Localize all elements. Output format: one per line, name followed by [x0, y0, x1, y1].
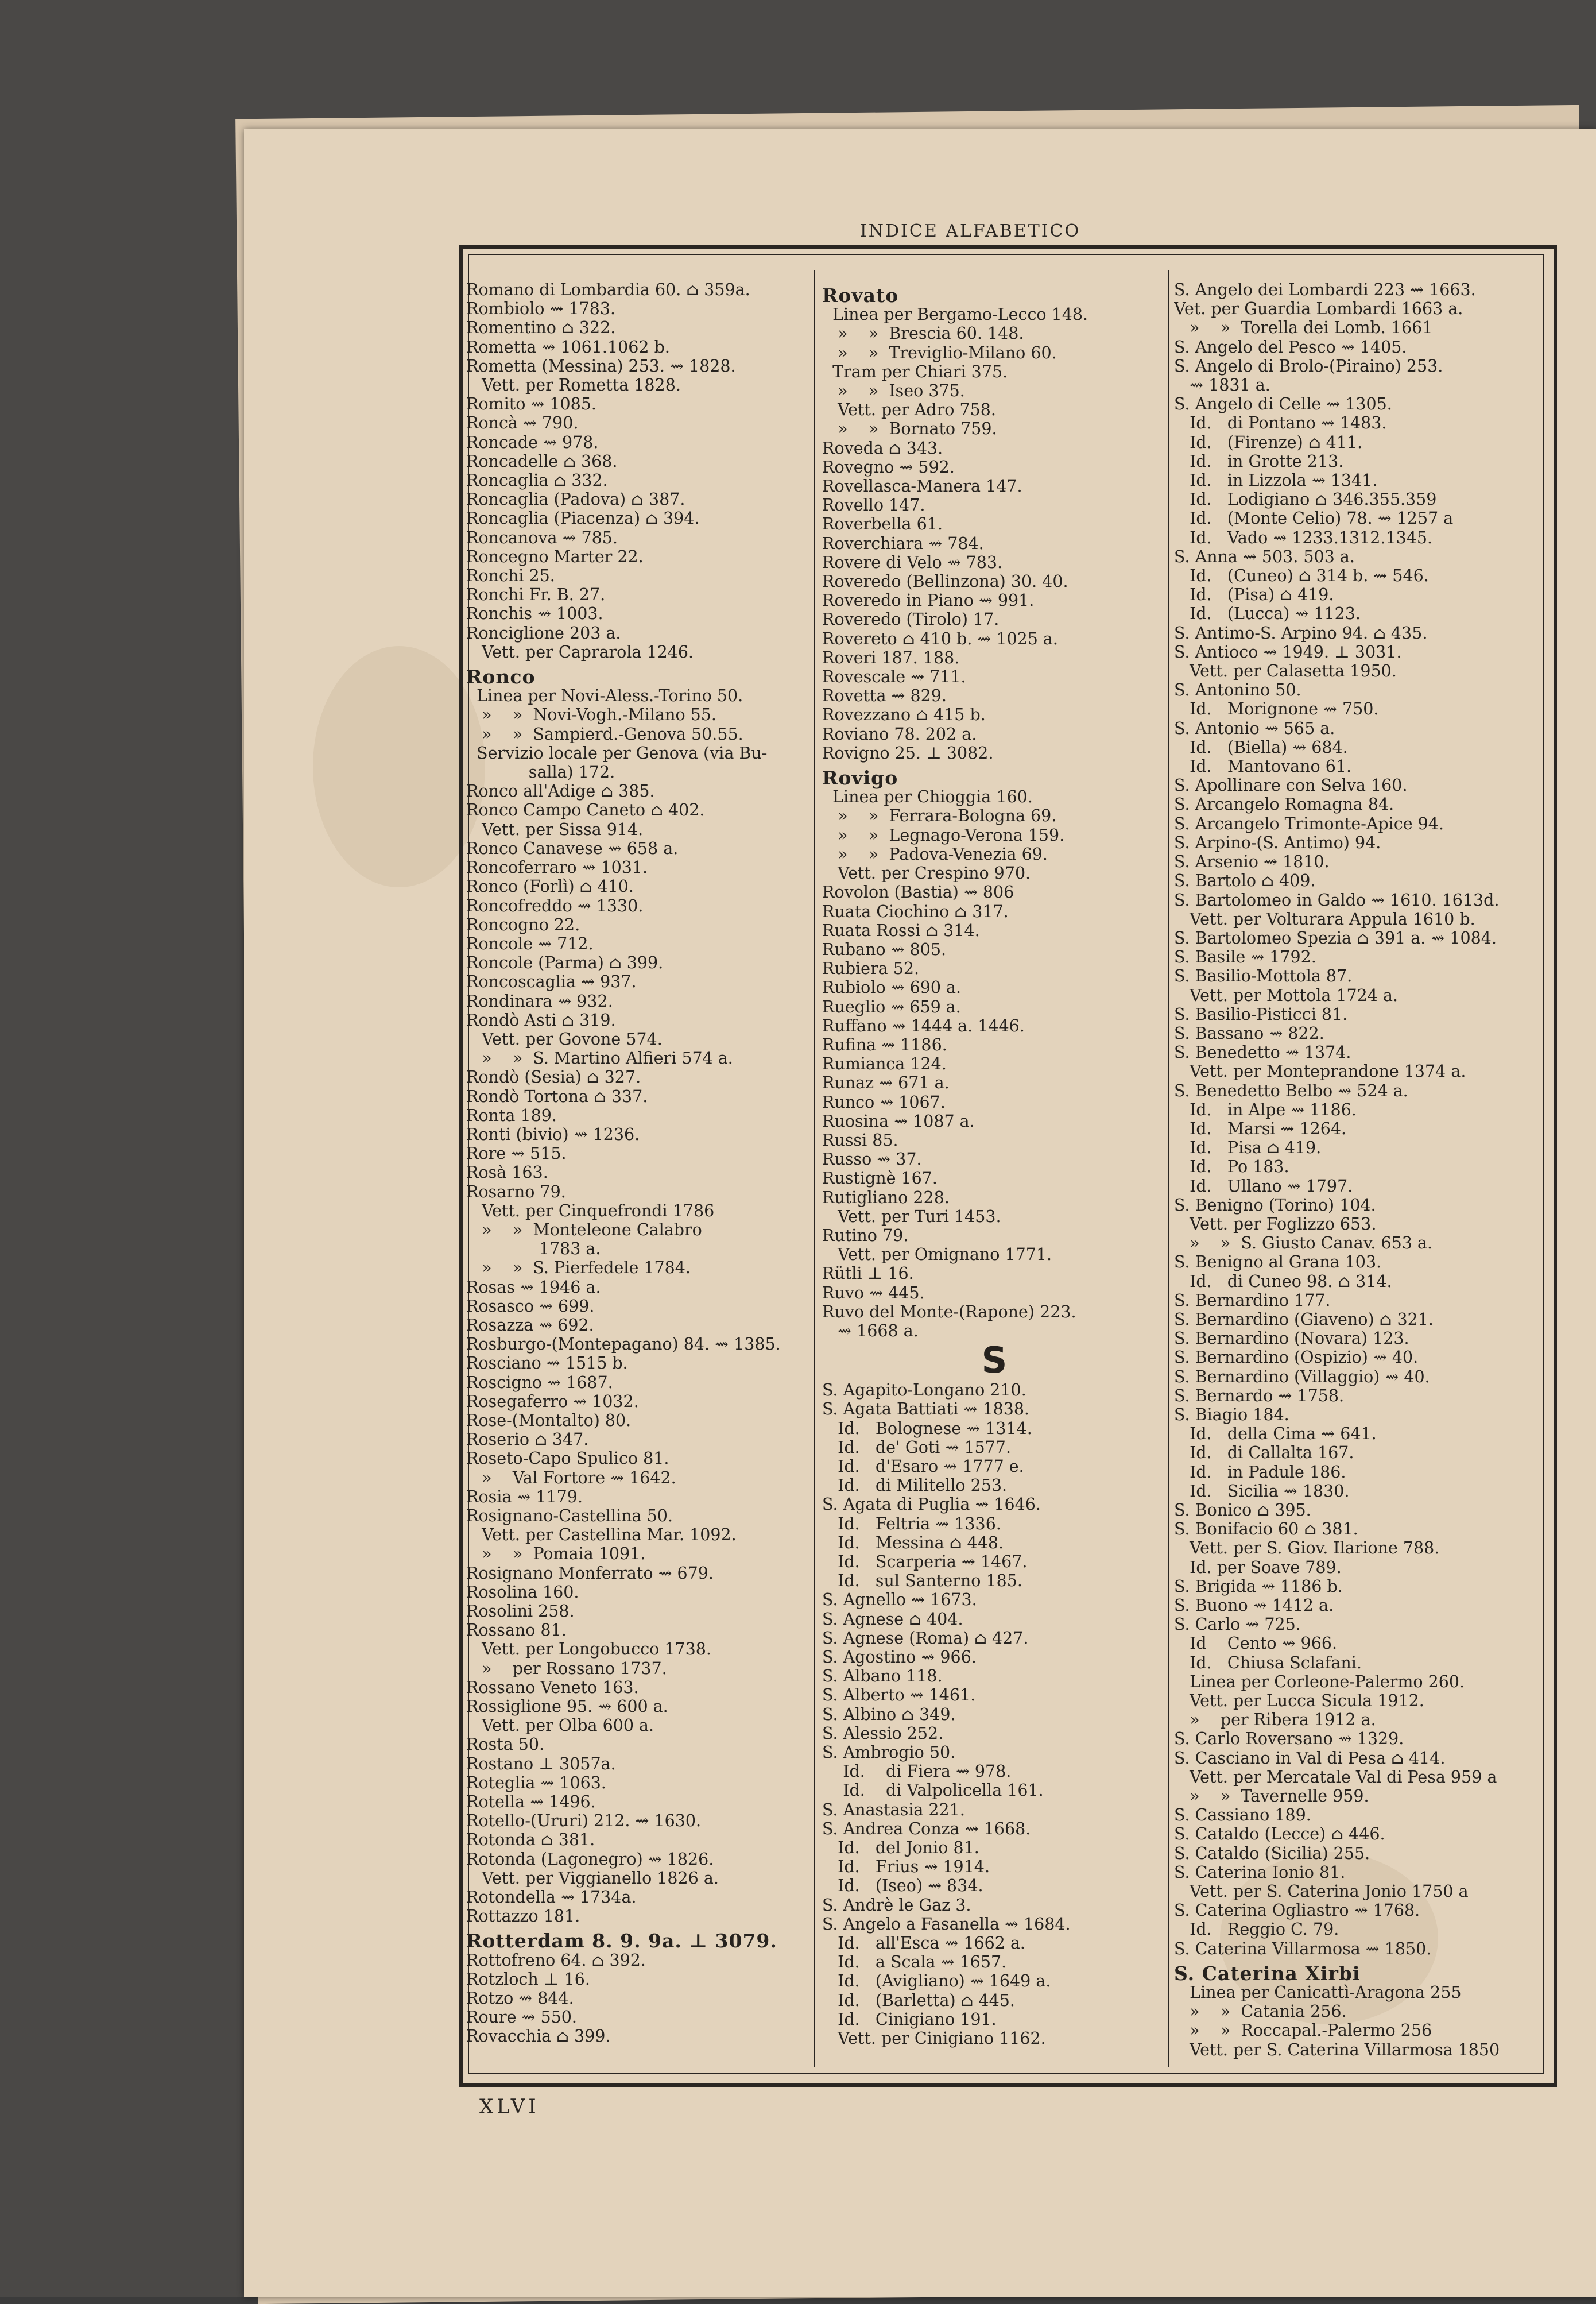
- index-entry: S. Cataldo (Lecce) ⌂ 446.: [1174, 1824, 1385, 1844]
- index-entry: Rosarno 79.: [466, 1182, 566, 1201]
- index-entry: S. Angelo di Brolo-(Piraino) 253.: [1174, 356, 1443, 376]
- index-entry: » » S. Giusto Canav. 653 a.: [1174, 1234, 1433, 1253]
- index-entry: Rottazzo 181.: [466, 1907, 580, 1926]
- page-header: INDICE ALFABETICO: [859, 221, 1081, 241]
- index-entry: Id. Pisa ⌂ 419.: [1174, 1138, 1322, 1158]
- index-entry: Ronco (Forlì) ⌂ 410.: [466, 877, 634, 896]
- index-entry: Russi 85.: [822, 1130, 898, 1150]
- index-entry: Rondinara ⇝ 932.: [466, 991, 613, 1011]
- index-entry: Rose-(Montalto) 80.: [466, 1410, 632, 1430]
- index-entry: S. Biagio 184.: [1174, 1405, 1289, 1424]
- index-entry: Roncofreddo ⇝ 1330.: [466, 896, 644, 915]
- index-entry: Tram per Chiari 375.: [822, 362, 1008, 381]
- index-entry: Vett. per Foglizzo 653.: [1174, 1214, 1377, 1234]
- index-entry: » » Torella dei Lomb. 1661: [1174, 318, 1433, 338]
- index-entry: S. Anastasia 221.: [822, 1800, 965, 1819]
- index-entry: Id. (Firenze) ⌂ 411.: [1174, 432, 1363, 452]
- index-entry: Id. in Alpe ⇝ 1186.: [1174, 1100, 1357, 1119]
- index-entry: Rutino 79.: [822, 1226, 909, 1245]
- index-entry: S. Bernardino (Villaggio) ⇝ 40.: [1174, 1367, 1430, 1386]
- index-entry: 1783 a.: [466, 1239, 601, 1259]
- index-entry: S. Bartolomeo Spezia ⌂ 391 a. ⇝ 1084.: [1174, 928, 1497, 948]
- index-entry: Rovellasca-Manera 147.: [822, 477, 1022, 496]
- index-entry: Roncaglia ⌂ 332.: [466, 471, 608, 490]
- index-entry: Rosolini 258.: [466, 1602, 575, 1621]
- index-entry: S. Bernardino 177.: [1174, 1290, 1331, 1310]
- index-entry: Rosburgo-(Montepagano) 84. ⇝ 1385.: [466, 1335, 781, 1354]
- index-entry: Rovacchia ⌂ 399.: [466, 2027, 611, 2046]
- index-entry: Id. di Fiera ⇝ 978.: [822, 1762, 1012, 1781]
- index-entry: Rotonda ⌂ 381.: [466, 1830, 595, 1850]
- index-entry: Roncaglia (Piacenza) ⌂ 394.: [466, 509, 700, 528]
- index-entry: » » Pomaia 1091.: [466, 1544, 646, 1564]
- index-entry: Rosazza ⇝ 692.: [466, 1315, 594, 1335]
- index-entry: Rütli ⊥ 16.: [822, 1264, 914, 1284]
- index-entry: Runco ⇝ 1067.: [822, 1092, 946, 1112]
- index-entry: Ruvo del Monte-(Rapone) 223.: [822, 1302, 1076, 1321]
- index-entry: » » Tavernelle 959.: [1174, 1787, 1369, 1806]
- index-entry: Rotonda (Lagonegro) ⇝ 1826.: [466, 1849, 714, 1869]
- index-entry: S. Bonico ⌂ 395.: [1174, 1501, 1311, 1520]
- index-entry: salla) 172.: [466, 763, 615, 782]
- index-entry: » » Padova-Venezia 69.: [822, 844, 1048, 864]
- index-entry: Vett. per Viggianello 1826 a.: [466, 1868, 719, 1888]
- index-entry: Ruata Rossi ⌂ 314.: [822, 921, 980, 940]
- index-entry: Roverbella 61.: [822, 515, 943, 534]
- index-entry: S. Albino ⌂ 349.: [822, 1704, 956, 1724]
- index-entry: Roserio ⌂ 347.: [466, 1430, 589, 1449]
- index-entry: Rovezzano ⌂ 415 b.: [822, 705, 986, 725]
- index-entry: Rotella ⇝ 1496.: [466, 1792, 596, 1812]
- index-entry: S. Arpino-(S. Antimo) 94.: [1174, 833, 1381, 852]
- index-entry: Vett. per Castellina Mar. 1092.: [466, 1525, 737, 1545]
- index-entry: Rosignano Monferrato ⇝ 679.: [466, 1563, 714, 1583]
- index-entry: » » Brescia 60. 148.: [822, 324, 1024, 343]
- index-entry: Roncole (Parma) ⌂ 399.: [466, 953, 664, 973]
- index-entry: Ronta 189.: [466, 1105, 557, 1125]
- index-entry: S. Benedetto ⇝ 1374.: [1174, 1043, 1351, 1062]
- index-entry: Rore ⇝ 515.: [466, 1144, 567, 1163]
- index-entry: Rubiolo ⇝ 690 a.: [822, 978, 962, 998]
- index-entry: Rutigliano 228.: [822, 1188, 950, 1207]
- section-letter: S: [981, 1339, 1008, 1382]
- index-entry: Ruffano ⇝ 1444 a. 1446.: [822, 1016, 1025, 1035]
- index-entry: Rondò Asti ⌂ 319.: [466, 1010, 616, 1030]
- index-entry: Rombiolo ⇝ 1783.: [466, 299, 616, 319]
- index-entry: Id. Ullano ⇝ 1797.: [1174, 1176, 1353, 1196]
- index-entry: Id. Lodigiano ⌂ 346.355.359: [1174, 490, 1437, 509]
- index-entry: S. Brigida ⇝ 1186 b.: [1174, 1576, 1343, 1596]
- index-entry: S. Cassiano 189.: [1174, 1806, 1311, 1825]
- index-entry: S. Basilio-Mottola 87.: [1174, 967, 1353, 986]
- index-entry: » » Treviglio-Milano 60.: [822, 343, 1057, 362]
- index-entry: Rubano ⇝ 805.: [822, 940, 947, 959]
- index-entry: S. Bartolo ⌂ 409.: [1174, 871, 1316, 891]
- index-entry: S. Bernardo ⇝ 1758.: [1174, 1386, 1345, 1405]
- index-entry: » » Novi-Vogh.-Milano 55.: [466, 705, 716, 725]
- index-entry: Id. (Iseo) ⇝ 834.: [822, 1876, 983, 1896]
- index-entry: S. Alberto ⇝ 1461.: [822, 1686, 976, 1705]
- index-column-3: [1174, 280, 1539, 2061]
- index-entry: Linea per Corleone-Palermo 260.: [1174, 1672, 1465, 1691]
- index-entry: Roncogno 22.: [466, 915, 580, 934]
- index-entry: » » S. Pierfedele 1784.: [466, 1258, 691, 1278]
- index-entry: Ruosina ⇝ 1087 a.: [822, 1111, 975, 1131]
- index-entry: S. Agata Battiati ⇝ 1838.: [822, 1400, 1030, 1419]
- index-entry: S. Antimo-S. Arpino 94. ⌂ 435.: [1174, 623, 1428, 643]
- index-entry: Id. (Avigliano) ⇝ 1649 a.: [822, 1971, 1051, 1991]
- index-entry: Id. di Cuneo 98. ⌂ 314.: [1174, 1271, 1392, 1291]
- index-entry: » » Monteleone Calabro: [466, 1220, 702, 1239]
- index-entry: Id. di Valpolicella 161.: [822, 1781, 1044, 1800]
- index-entry: Rovereto ⌂ 410 b. ⇝ 1025 a.: [822, 629, 1058, 648]
- index-entry: Rufina ⇝ 1186.: [822, 1035, 947, 1054]
- index-entry: Id. Morignone ⇝ 750.: [1174, 699, 1379, 719]
- index-entry: S. Benigno (Torino) 104.: [1174, 1195, 1376, 1215]
- index-entry: Roveri 187. 188.: [822, 648, 960, 667]
- index-entry: Rovigno 25. ⊥ 3082.: [822, 743, 994, 763]
- index-entry: Ronco Canavese ⇝ 658 a.: [466, 838, 679, 858]
- index-entry: Id. (Biella) ⇝ 684.: [1174, 737, 1348, 757]
- index-entry: Vett. per Mercatale Val di Pesa 959 a: [1174, 1767, 1497, 1787]
- index-entry: Rumianca 124.: [822, 1054, 947, 1074]
- index-entry: Id. Scarperia ⇝ 1467.: [822, 1552, 1028, 1571]
- index-entry: Id. Frius ⇝ 1914.: [822, 1857, 990, 1877]
- index-entry: Rosà 163.: [466, 1163, 548, 1182]
- index-entry: S. Anna ⇝ 503. 503 a.: [1174, 547, 1355, 566]
- index-entry: S. Caterina Ionio 81.: [1174, 1862, 1346, 1882]
- index-entry: » per Rossano 1737.: [466, 1659, 667, 1678]
- index-entry: Id. in Lizzola ⇝ 1341.: [1174, 471, 1378, 490]
- index-entry: » per Ribera 1912 a.: [1174, 1710, 1376, 1730]
- index-entry: Rosia ⇝ 1179.: [466, 1487, 583, 1506]
- index-entry: Vett. per Govone 574.: [466, 1029, 663, 1049]
- index-entry: Roveredo (Tirolo) 17.: [822, 610, 1000, 629]
- index-entry: Roscigno ⇝ 1687.: [466, 1373, 613, 1392]
- index-entry: Roncadelle ⌂ 368.: [466, 451, 618, 471]
- index-entry: S. Agostino ⇝ 966.: [822, 1648, 977, 1667]
- index-entry: S. Casciano in Val di Pesa ⌂ 414.: [1174, 1748, 1446, 1768]
- index-entry: » Val Fortore ⇝ 1642.: [466, 1468, 676, 1487]
- index-entry: Vett. per Crespino 970.: [822, 864, 1031, 883]
- index-entry: Vett. per Calasetta 1950.: [1174, 662, 1397, 681]
- index-entry: Linea per Bergamo-Lecco 148.: [822, 305, 1088, 324]
- index-entry: S. Alessio 252.: [822, 1723, 944, 1743]
- index-entry: Id. Vado ⇝ 1233.1312.1345.: [1174, 528, 1433, 547]
- index-entry: Id. de' Goti ⇝ 1577.: [822, 1437, 1012, 1457]
- index-entry: S. Agapito-Longano 210.: [822, 1381, 1026, 1400]
- index-entry: Rotondella ⇝ 1734a.: [466, 1888, 637, 1907]
- index-entry: Id. Po 183.: [1174, 1157, 1289, 1177]
- index-entry: S. Carlo ⇝ 725.: [1174, 1615, 1301, 1634]
- index-entry: S. Benigno al Grana 103.: [1174, 1252, 1382, 1272]
- index-entry: S. Angelo dei Lombardi 223 ⇝ 1663.: [1174, 280, 1476, 299]
- index-entry: Vett. per Turi 1453.: [822, 1207, 1001, 1226]
- index-entry: Roverchiara ⇝ 784.: [822, 534, 984, 553]
- index-entry: Rosignano-Castellina 50.: [466, 1506, 673, 1525]
- index-entry: Rondò (Sesia) ⌂ 327.: [466, 1068, 641, 1087]
- index-entry: Vet. per Guardia Lombardi 1663 a.: [1174, 299, 1463, 319]
- index-entry: Roure ⇝ 550.: [466, 2008, 577, 2027]
- index-entry: S. Caterina Ogliastro ⇝ 1768.: [1174, 1901, 1420, 1920]
- index-entry: Roncole ⇝ 712.: [466, 934, 594, 953]
- index-entry: S. Agnese ⌂ 404.: [822, 1609, 963, 1629]
- index-entry: S. Benedetto Belbo ⇝ 524 a.: [1174, 1081, 1408, 1100]
- index-entry: Id. in Padule 186.: [1174, 1462, 1346, 1482]
- index-entry: » » Ferrara-Bologna 69.: [822, 806, 1057, 826]
- index-entry: Rotzo ⇝ 844.: [466, 1989, 574, 2008]
- index-entry: Vett. per Volturara Appula 1610 b.: [1174, 909, 1475, 929]
- index-entry: Id. (Pisa) ⌂ 419.: [1174, 585, 1334, 605]
- index-entry: Rossiglione 95. ⇝ 600 a.: [466, 1697, 668, 1717]
- index-entry: S. Angelo del Pesco ⇝ 1405.: [1174, 337, 1407, 357]
- index-entry: S. Bernardino (Giaveno) ⌂ 321.: [1174, 1309, 1434, 1329]
- index-entry: Vett. per Cinigiano 1162.: [822, 2029, 1046, 2048]
- index-entry: Id. in Grotte 213.: [1174, 451, 1344, 471]
- index-entry: S. Bernardino (Novara) 123.: [1174, 1329, 1409, 1348]
- index-heading: Rovigo: [822, 767, 898, 790]
- index-entry: Roncoscaglia ⇝ 937.: [466, 972, 637, 992]
- index-entry: S. Apollinare con Selva 160.: [1174, 776, 1408, 795]
- index-entry: S. Bernardino (Ospizio) ⇝ 40.: [1174, 1348, 1419, 1367]
- index-entry: Rosas ⇝ 1946 a.: [466, 1277, 601, 1297]
- index-entry: Id. Chiusa Sclafani.: [1174, 1653, 1362, 1672]
- index-entry: Runaz ⇝ 671 a.: [822, 1073, 950, 1093]
- index-entry: Ronchis ⇝ 1003.: [466, 604, 603, 624]
- index-entry: Id. (Cuneo) ⌂ 314 b. ⇝ 546.: [1174, 566, 1429, 586]
- index-entry: Id. a Scala ⇝ 1657.: [822, 1953, 1007, 1972]
- index-entry: Rottofreno 64. ⌂ 392.: [466, 1950, 646, 1970]
- index-entry: Vett. per Mottola 1724 a.: [1174, 985, 1399, 1005]
- index-entry: Rueglio ⇝ 659 a.: [822, 997, 961, 1016]
- index-entry: Rovegno ⇝ 592.: [822, 457, 955, 477]
- index-entry: Rometta ⇝ 1061.1062 b.: [466, 337, 670, 357]
- index-entry: » » Catania 256.: [1174, 2002, 1347, 2021]
- index-entry: » » Iseo 375.: [822, 381, 965, 401]
- index-entry: S. Basilio-Pisticci 81.: [1174, 1004, 1348, 1024]
- index-entry: S. Arcangelo Romagna 84.: [1174, 795, 1394, 814]
- index-entry: Rotzloch ⊥ 16.: [466, 1969, 590, 1989]
- index-entry: » » S. Martino Alfieri 574 a.: [466, 1049, 733, 1068]
- index-entry: S. Antonino 50.: [1174, 681, 1301, 700]
- index-entry: Roveredo (Bellinzona) 30. 40.: [822, 572, 1068, 592]
- index-entry: S. Andrea Conza ⇝ 1668.: [822, 1819, 1031, 1838]
- index-entry: Id. per Soave 789.: [1174, 1557, 1342, 1577]
- index-entry: Id. del Jonio 81.: [822, 1838, 979, 1858]
- index-entry: S. Caterina Villarmosa ⇝ 1850.: [1174, 1939, 1432, 1958]
- index-entry: Id. Reggio C. 79.: [1174, 1920, 1339, 1939]
- index-entry: Vett. per Monteprandone 1374 a.: [1174, 1062, 1466, 1081]
- index-entry: Romano di Lombardia 60. ⌂ 359a.: [466, 280, 750, 299]
- index-entry: Id. Sicilia ⇝ 1830.: [1174, 1481, 1350, 1501]
- index-entry: Rovescale ⇝ 711.: [822, 667, 966, 687]
- index-entry: Romito ⇝ 1085.: [466, 395, 596, 414]
- index-entry: S. Basile ⇝ 1792.: [1174, 948, 1316, 967]
- index-entry: Ronchi Fr. B. 27.: [466, 585, 606, 605]
- index-entry: Roveredo in Piano ⇝ 991.: [822, 591, 1035, 610]
- index-entry: Id. sul Santerno 185.: [822, 1571, 1022, 1591]
- index-entry: Id. di Pontano ⇝ 1483.: [1174, 413, 1387, 433]
- index-entry: Vett. per Cinquefrondi 1786: [466, 1201, 715, 1220]
- index-entry: Rossano Veneto 163.: [466, 1677, 639, 1697]
- index-entry: Rovetta ⇝ 829.: [822, 686, 947, 706]
- index-entry: Vett. per Longobucco 1738.: [466, 1640, 711, 1659]
- index-entry: Vett. per S. Caterina Jonio 1750 a: [1174, 1882, 1469, 1901]
- index-entry: Rustignè 167.: [822, 1169, 938, 1188]
- index-entry: Rosciano ⇝ 1515 b.: [466, 1354, 628, 1373]
- index-entry: Rubiera 52.: [822, 959, 920, 979]
- index-entry: Vett. per Sissa 914.: [466, 819, 644, 839]
- index-entry: Vett. per Caprarola 1246.: [466, 642, 694, 662]
- index-entry: Vett. per Olba 600 a.: [466, 1716, 654, 1735]
- index-entry: Rosta 50.: [466, 1735, 545, 1754]
- index-entry: Vett. per Adro 758.: [822, 400, 996, 420]
- index-entry: S. Albano 118.: [822, 1667, 943, 1686]
- page-number: XLVI: [479, 2095, 540, 2118]
- index-entry: Rovere di Velo ⇝ 783.: [822, 552, 1003, 572]
- index-entry: Linea per Novi-Aless.-Torino 50.: [466, 686, 743, 706]
- index-entry: S. Buono ⇝ 1412 a.: [1174, 1596, 1334, 1615]
- index-entry: Id. di Militello 253.: [822, 1476, 1008, 1495]
- index-heading: Rotterdam 8. 9. 9a. ⊥ 3079.: [466, 1930, 777, 1953]
- index-entry: Ronti (bivio) ⇝ 1236.: [466, 1124, 640, 1144]
- index-entry: Id. all'Esca ⇝ 1662 a.: [822, 1934, 1025, 1953]
- index-entry: Rovello 147.: [822, 496, 925, 515]
- index-entry: Id. Feltria ⇝ 1336.: [822, 1514, 1001, 1533]
- index-entry: S. Carlo Roversano ⇝ 1329.: [1174, 1729, 1404, 1749]
- index-entry: ⇝ 1831 a.: [1174, 376, 1270, 395]
- index-entry: Vett. per Lucca Sicula 1912.: [1174, 1691, 1424, 1711]
- index-entry: S. Angelo di Celle ⇝ 1305.: [1174, 395, 1392, 414]
- index-entry: Roveda ⌂ 343.: [822, 438, 943, 458]
- index-entry: S. Agnese (Roma) ⌂ 427.: [822, 1628, 1029, 1648]
- index-entry: Linea per Chioggia 160.: [822, 787, 1033, 807]
- index-entry: S. Bassano ⇝ 822.: [1174, 1023, 1324, 1043]
- index-entry: S. Arcangelo Trimonte-Apice 94.: [1174, 814, 1444, 833]
- index-column-1: [466, 280, 805, 2061]
- index-entry: Id Cento ⇝ 966.: [1174, 1634, 1338, 1653]
- index-entry: Vett. per Omignano 1771.: [822, 1245, 1052, 1265]
- index-entry: Rotello-(Ururi) 212. ⇝ 1630.: [466, 1811, 702, 1831]
- index-entry: Servizio locale per Genova (via Bu-: [466, 743, 768, 763]
- index-entry: S. Agata di Puglia ⇝ 1646.: [822, 1495, 1041, 1514]
- index-entry: Roseto-Capo Spulico 81.: [466, 1449, 669, 1468]
- index-entry: Rondò Tortona ⌂ 337.: [466, 1087, 648, 1106]
- index-entry: S. Antonio ⇝ 565 a.: [1174, 718, 1335, 738]
- index-entry: Id. (Monte Celio) 78. ⇝ 1257 a: [1174, 509, 1454, 528]
- index-entry: Rossano 81.: [466, 1621, 567, 1640]
- index-entry: » » Roccapal.-Palermo 256: [1174, 2021, 1432, 2040]
- index-entry: Id. (Lucca) ⇝ 1123.: [1174, 604, 1361, 624]
- index-heading: Ronco: [466, 666, 536, 689]
- index-entry: Ruata Ciochino ⌂ 317.: [822, 902, 1009, 921]
- index-heading: S. Caterina Xirbi: [1174, 1962, 1361, 1985]
- column-separator: [814, 270, 815, 2067]
- index-entry: Ronco all'Adige ⌂ 385.: [466, 782, 655, 801]
- index-entry: Id. della Cima ⇝ 641.: [1174, 1424, 1377, 1444]
- column-separator: [1168, 270, 1169, 2067]
- index-entry: Rosolina 160.: [466, 1582, 579, 1602]
- index-entry: S. Cataldo (Sicilia) 255.: [1174, 1843, 1370, 1863]
- index-entry: » » Legnago-Verona 159.: [822, 825, 1065, 845]
- index-entry: S. Ambrogio 50.: [822, 1743, 956, 1762]
- index-entry: Rovolon (Bastia) ⇝ 806: [822, 883, 1014, 902]
- index-entry: Ronciglione 203 a.: [466, 623, 621, 643]
- index-entry: S. Andrè le Gaz 3.: [822, 1895, 971, 1915]
- index-entry: » » Sampierd.-Genova 50.55.: [466, 724, 743, 744]
- index-entry: Roncà ⇝ 790.: [466, 413, 579, 433]
- index-entry: Russo ⇝ 37.: [822, 1150, 922, 1169]
- index-entry: Vett. per Rometta 1828.: [466, 376, 681, 395]
- index-entry: Rosegaferro ⇝ 1032.: [466, 1391, 639, 1411]
- index-heading: Rovato: [822, 284, 899, 307]
- index-entry: Id. di Callalta 167.: [1174, 1443, 1354, 1463]
- index-entry: Roncoferraro ⇝ 1031.: [466, 858, 648, 877]
- index-entry: Roteglia ⇝ 1063.: [466, 1773, 606, 1792]
- index-entry: S. Bonifacio 60 ⌂ 381.: [1174, 1520, 1358, 1539]
- index-entry: Romentino ⌂ 322.: [466, 318, 616, 338]
- index-entry: Id. Cinigiano 191.: [822, 2009, 997, 2029]
- index-entry: Rostano ⊥ 3057a.: [466, 1754, 616, 1773]
- index-entry: S. Bartolomeo in Galdo ⇝ 1610. 1613d.: [1174, 890, 1500, 910]
- index-column-2: [822, 280, 1167, 2061]
- index-entry: S. Agnello ⇝ 1673.: [822, 1590, 977, 1610]
- index-entry: Id. Bolognese ⇝ 1314.: [822, 1418, 1032, 1438]
- index-entry: S. Antioco ⇝ 1949. ⊥ 3031.: [1174, 642, 1402, 662]
- index-entry: Id. Mantovano 61.: [1174, 757, 1352, 776]
- index-entry: Roncegno Marter 22.: [466, 547, 644, 566]
- index-entry: S. Arsenio ⇝ 1810.: [1174, 852, 1330, 872]
- index-entry: Roviano 78. 202 a.: [822, 724, 977, 744]
- index-entry: Ronco Campo Caneto ⌂ 402.: [466, 801, 705, 820]
- index-entry: Roncade ⇝ 978.: [466, 432, 599, 452]
- index-entry: Id. Marsi ⇝ 1264.: [1174, 1119, 1347, 1138]
- index-entry: Id. Messina ⌂ 448.: [822, 1533, 1004, 1552]
- index-entry: » » Bornato 759.: [822, 419, 997, 439]
- index-entry: Linea per Canicattì-Aragona 255: [1174, 1983, 1462, 2003]
- index-entry: ⇝ 1668 a.: [822, 1321, 919, 1340]
- index-entry: Rosasco ⇝ 699.: [466, 1296, 595, 1316]
- index-entry: Roncaglia (Padova) ⌂ 387.: [466, 490, 685, 509]
- index-entry: Vett. per S. Caterina Villarmosa 1850: [1174, 2040, 1500, 2059]
- index-entry: Rometta (Messina) 253. ⇝ 1828.: [466, 356, 736, 376]
- index-entry: Roncanova ⇝ 785.: [466, 528, 618, 547]
- index-entry: Ronchi 25.: [466, 566, 555, 586]
- index-entry: Id. (Barletta) ⌂ 445.: [822, 1990, 1015, 2010]
- index-entry: Id. d'Esaro ⇝ 1777 e.: [822, 1456, 1024, 1476]
- index-entry: Ruvo ⇝ 445.: [822, 1283, 925, 1302]
- index-entry: Vett. per S. Giov. Ilarione 788.: [1174, 1538, 1440, 1558]
- index-entry: S. Angelo a Fasanella ⇝ 1684.: [822, 1914, 1071, 1934]
